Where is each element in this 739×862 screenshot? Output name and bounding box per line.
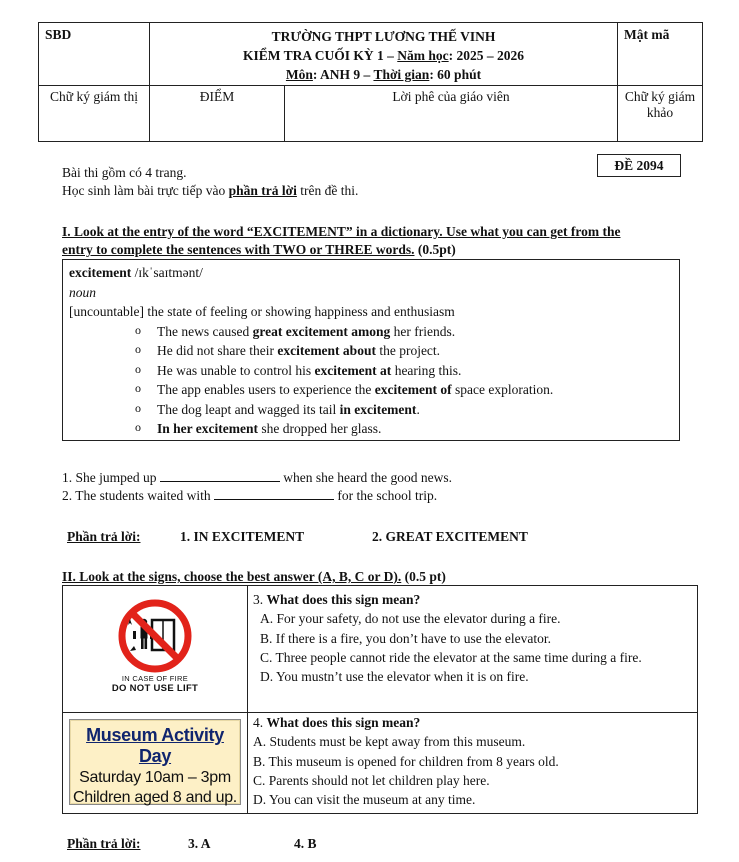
- exam-code-box: ĐỀ 2094: [597, 154, 681, 177]
- dictionary-entry-box: [62, 259, 680, 441]
- question-4-option-c: C. Parents should not let children play here.: [253, 772, 490, 788]
- dict-example: o The dog leapt and wagged its tail in excitement.: [135, 400, 673, 420]
- dict-example: o The news caused great excitement among her friends.: [135, 322, 673, 342]
- answer-2: 2. GREAT EXCITEMENT: [372, 529, 528, 544]
- code-cell: Mật mã: [618, 23, 703, 86]
- question-4-option-a: A. Students must be kept away from this museum.: [253, 734, 526, 750]
- museum-sign-time: Saturday 10am – 3pm: [79, 769, 231, 786]
- dict-definition: [uncountable] the state of feeling or showing happiness and enthusiasm: [69, 304, 455, 319]
- sign1-cell: [63, 586, 248, 713]
- subject-line: Môn: ANH 9 – Thời gian: 60 phút: [285, 67, 482, 82]
- sbd-cell: SBD: [39, 23, 150, 86]
- question-3-option-c: C. Three people cannot ride the elevator at the same time during a fire.: [260, 649, 642, 665]
- sign1-caption-small: IN CASE OF FIRE: [121, 674, 189, 683]
- school-name: TRƯỜNG THPT LƯƠNG THẾ VINH: [271, 29, 496, 44]
- answer-label-2: Phần trả lời:: [67, 836, 141, 851]
- answer-blank-2: [214, 488, 334, 500]
- question-4-option-b: B. This museum is opened for children from 8 years old.: [253, 753, 559, 769]
- answer-4: 4. B: [294, 836, 317, 851]
- score-cell: ĐIỂM: [150, 86, 285, 142]
- dict-example: o The app enables users to experience the excitement of space exploration.: [135, 380, 673, 400]
- school-cell: [150, 23, 618, 86]
- question-4-option-d: D. You can visit the museum at any time.: [253, 792, 476, 808]
- header-table: [38, 22, 703, 142]
- signs-table: [62, 585, 698, 814]
- exam-title: KIỂM TRA CUỐI KỲ 1 – Năm học: 2025 – 2026: [242, 48, 525, 63]
- question-3-option-d: D. You mustn’t use the elevator when it is on fire.: [260, 669, 529, 685]
- question-3-option-b: B. If there is a fire, you don’t have to use the elevator.: [260, 630, 552, 646]
- answer-blank-1: [160, 470, 280, 482]
- question-3-cell: [248, 586, 698, 713]
- answer-label-1: Phần trả lời:: [67, 529, 141, 544]
- examiner-signature-cell: Chữ ký giám khảo: [618, 86, 703, 142]
- museum-sign-age: Children aged 8 and up.: [73, 789, 237, 806]
- section1-title-line1: I. Look at the entry of the word “EXCITEMENT” in a dictionary. Use what you can get from the: [62, 224, 621, 239]
- answer-3: 3. A: [188, 836, 211, 851]
- section2-title: II. Look at the signs, choose the best answer (A, B, C or D). (0.5 pt): [62, 569, 446, 584]
- museum-sign: [69, 719, 241, 805]
- intro-line-1: Bài thi gồm có 4 trang.: [62, 165, 187, 180]
- question-4-cell: [248, 713, 698, 814]
- no-lift-icon: [110, 598, 200, 674]
- dict-example: o He did not share their excitement about the project.: [135, 341, 673, 361]
- dict-example: o In her excitement she dropped her glass.: [135, 419, 673, 439]
- sign1-caption-big: DO NOT USE LIFT: [111, 683, 199, 694]
- answer-1: 1. IN EXCITEMENT: [180, 529, 305, 544]
- dict-examples: [135, 322, 673, 439]
- dict-part-of-speech: noun: [69, 284, 96, 300]
- question-4-stem: 4. What does this sign mean?: [253, 715, 421, 730]
- question-2: 2. The students waited with for the school trip.: [62, 488, 438, 503]
- museum-sign-title: Museum Activity Day: [86, 725, 224, 766]
- question-1: 1. She jumped up when she heard the good news.: [62, 470, 452, 485]
- section1-title-line2: entry to complete the sentences with TWO or THREE words. (0.5pt): [62, 242, 456, 257]
- fire-lift-sign: [63, 586, 247, 712]
- dict-example: o He was unable to control his excitement at hearing this.: [135, 361, 673, 381]
- question-3-option-a: A. For your safety, do not use the elevator during a fire.: [260, 611, 561, 627]
- sign2-cell: [63, 713, 248, 814]
- dict-headword: excitement /ɪkˈsaɪtmənt/: [69, 265, 203, 280]
- proctor-signature-cell: Chữ ký giám thị: [39, 86, 150, 142]
- question-3-stem: 3. What does this sign mean?: [253, 592, 421, 607]
- teacher-comment-cell: Lời phê của giáo viên: [285, 86, 618, 142]
- intro-line-2: Học sinh làm bài trực tiếp vào phần trả lời trên đề thi.: [62, 183, 359, 198]
